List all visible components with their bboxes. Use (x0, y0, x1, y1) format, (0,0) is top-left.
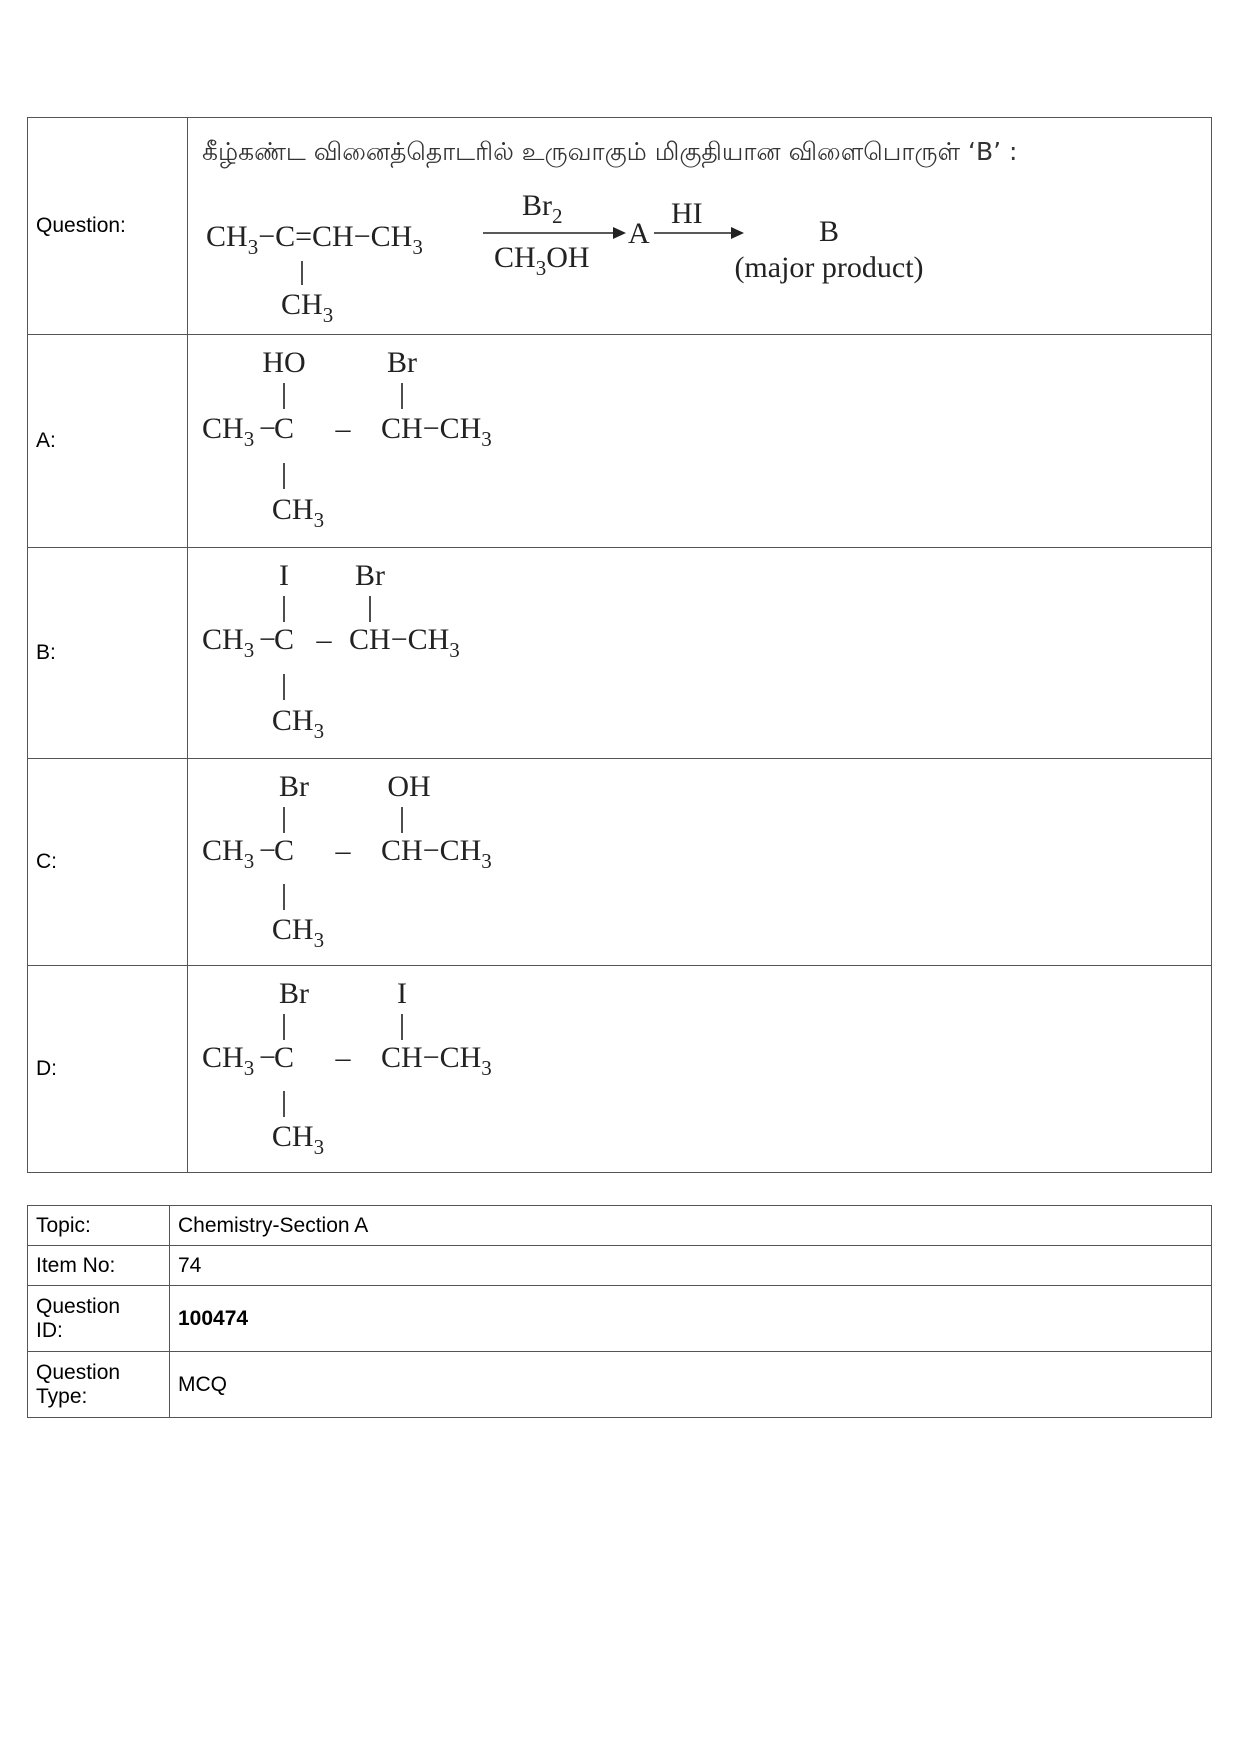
question-id-label: Question ID: (28, 1286, 170, 1352)
option-a-top-right: Br (387, 345, 417, 379)
topic-label: Topic: (28, 1206, 170, 1246)
question-row (28, 118, 1212, 335)
bond-dash: – (316, 622, 332, 656)
option-c-structure (188, 760, 1218, 965)
option-b-carbon: C (273, 622, 295, 656)
option-c-right-group: $CH-CH_3$ (381, 833, 492, 873)
bond-dash: – (335, 833, 351, 867)
option-a-top-left: HO (262, 345, 306, 379)
option-label: B: (28, 548, 188, 759)
option-b-right-group: $CH-CH_3$ (349, 622, 460, 662)
reagent1-top: $Br_2$ (522, 188, 563, 228)
option-structure (188, 966, 1212, 1173)
bond-dash: − (259, 622, 276, 656)
question-stem: கீழ்கண்ட வினைத்தொடரில் உருவாகும் மிகுதியான விளைபொருள் ‘B’ : (202, 136, 1018, 166)
reagent2: HI (671, 196, 703, 230)
question-table (27, 117, 1212, 1173)
bond-dash: – (335, 411, 351, 445)
option-c-bottom-group: $CH_3$ (271, 912, 325, 952)
question-label: Question: (28, 118, 188, 335)
metadata-table (27, 1205, 1212, 1418)
reactant-formula: $CH_3-C=CH-CH_3$ (206, 219, 423, 259)
question-type-value: MCQ (170, 1352, 1212, 1418)
option-row (28, 759, 1212, 966)
option-structure (188, 548, 1212, 759)
option-c-left-group: $CH_3$ (202, 833, 255, 873)
bond-dash: − (259, 833, 276, 867)
question-figure (188, 119, 1218, 334)
option-d-top-right: I (397, 976, 407, 1010)
option-label: C: (28, 759, 188, 966)
option-b-top-left: I (279, 558, 289, 592)
option-structure (188, 335, 1212, 548)
topic-value: Chemistry-Section A (170, 1206, 1212, 1246)
option-b-top-right: Br (355, 558, 385, 592)
bond-dash: – (335, 1040, 351, 1074)
option-a-carbon: C (273, 411, 295, 445)
option-a-structure (188, 336, 1218, 547)
option-d-bottom-group: $CH_3$ (271, 1119, 325, 1159)
option-d-structure (188, 967, 1218, 1172)
reaction-arrow-2-head (731, 227, 744, 239)
reactant-branch: $CH_3$ (281, 287, 334, 327)
option-label: A: (28, 335, 188, 548)
option-d-top-left: Br (279, 976, 309, 1010)
option-structure (188, 759, 1212, 966)
option-row (28, 548, 1212, 759)
meta-row-topic (28, 1206, 1212, 1246)
option-a-bottom-group: $CH_3$ (271, 492, 325, 532)
reagent1-bottom: $CH_3OH$ (494, 240, 590, 280)
option-b-left-group: $CH_3$ (202, 622, 255, 662)
reaction-arrow-1-head (613, 227, 626, 239)
option-d-left-group: $CH_3$ (202, 1040, 255, 1080)
option-c-carbon: C (273, 833, 295, 867)
option-d-carbon: C (273, 1040, 295, 1074)
option-row (28, 335, 1212, 548)
option-a-right-group: $CH-CH_3$ (381, 411, 492, 451)
product-b: B (818, 214, 840, 248)
option-b-structure (188, 549, 1218, 758)
option-d-right-group: $CH-CH_3$ (381, 1040, 492, 1080)
meta-row-question-id (28, 1286, 1212, 1352)
product-note: (major product) (734, 250, 924, 284)
option-c-top-left: Br (279, 769, 309, 803)
item-no-value: 74 (170, 1246, 1212, 1286)
option-c-top-right: OH (387, 769, 431, 803)
question-id-value: 100474 (170, 1286, 1212, 1352)
option-label: D: (28, 966, 188, 1173)
option-a-left-group: $CH_3$ (202, 411, 255, 451)
bond-dash: − (259, 1040, 276, 1074)
question-type-label: Question Type: (28, 1352, 170, 1418)
intermediate-a: A (628, 216, 650, 250)
option-b-bottom-group: $CH_3$ (271, 703, 325, 743)
question-content (188, 118, 1212, 335)
meta-row-question-type (28, 1352, 1212, 1418)
meta-row-item (28, 1246, 1212, 1286)
bond-dash: − (259, 411, 276, 445)
item-no-label: Item No: (28, 1246, 170, 1286)
option-row (28, 966, 1212, 1173)
